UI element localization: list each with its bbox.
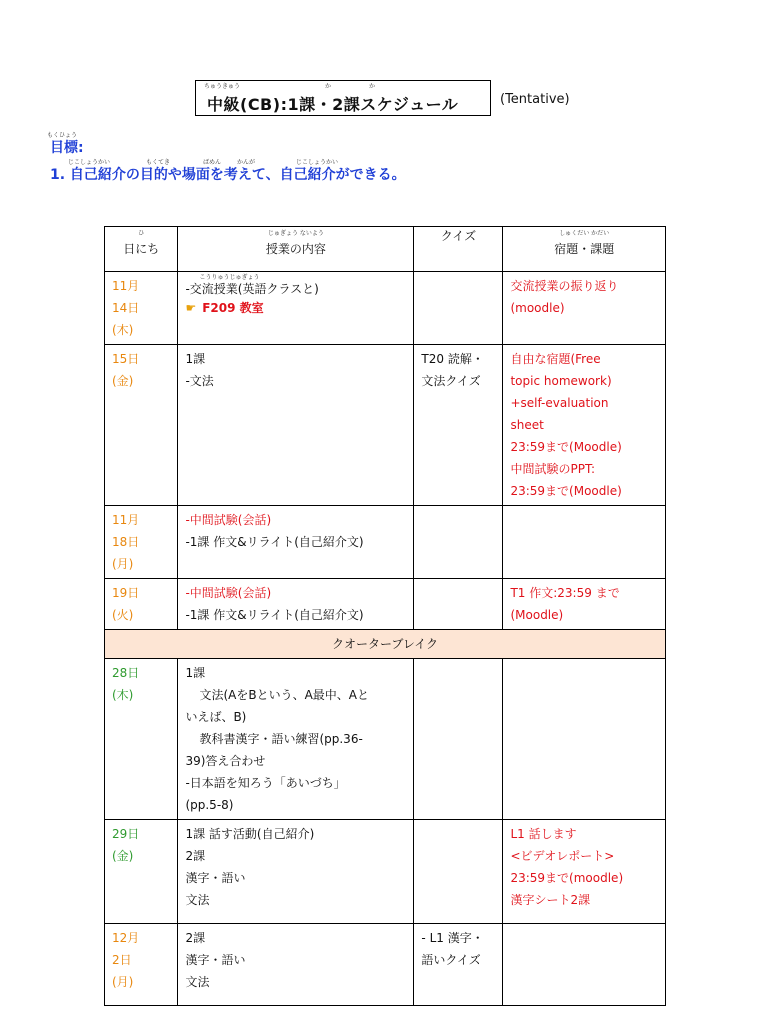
table-row bbox=[105, 345, 666, 506]
date-day: 28日 bbox=[112, 666, 140, 680]
quiz-line: 語いクイズ bbox=[421, 953, 481, 967]
exam-line: -中間試験(会話) bbox=[185, 513, 272, 527]
quiz-cell bbox=[414, 345, 503, 506]
room-line bbox=[185, 297, 406, 319]
header-content-label: 授業の内容 bbox=[265, 242, 326, 256]
homework-line: L1 話します bbox=[510, 827, 577, 841]
break-cell: クオーターブレイク bbox=[105, 630, 666, 659]
date-month: 12月 bbox=[112, 931, 140, 945]
content-cell bbox=[178, 272, 414, 345]
date-cell bbox=[105, 506, 178, 579]
content-line: 39)答え合わせ bbox=[185, 754, 266, 768]
content-line: 文法 bbox=[185, 975, 210, 989]
header-quiz bbox=[414, 227, 503, 272]
content-cell bbox=[178, 506, 414, 579]
quiz-line: 文法クイズ bbox=[421, 374, 481, 388]
homework-cell bbox=[503, 924, 666, 1006]
homework-line: sheet bbox=[510, 418, 544, 432]
content-cell bbox=[178, 924, 414, 1006]
title-ruby-3: か bbox=[369, 83, 376, 90]
table-row bbox=[105, 820, 666, 924]
homework-cell bbox=[503, 659, 666, 820]
header-quiz-label: クイズ bbox=[440, 229, 477, 243]
content-line: -文法 bbox=[185, 374, 214, 388]
quiz-cell bbox=[414, 506, 503, 579]
date-weekday: (金) bbox=[112, 849, 134, 863]
room-label: F209 教室 bbox=[202, 301, 264, 315]
homework-line: 23:59まで(Moodle) bbox=[510, 440, 622, 454]
homework-line: 交流授業の振り返り bbox=[510, 279, 619, 293]
table-row bbox=[105, 506, 666, 579]
date-day: 19日 bbox=[112, 586, 140, 600]
page-title: 中級(CB):1課・2課スケジュール bbox=[207, 95, 459, 114]
header-date-label: 日にち bbox=[123, 242, 160, 256]
quiz-cell bbox=[414, 659, 503, 820]
date-weekday: (月) bbox=[112, 975, 134, 989]
content-line: 1課 話す活動(自己紹介) bbox=[185, 827, 315, 841]
content-line: 漢字・語い bbox=[185, 871, 246, 885]
quiz-line: - L1 漢字・ bbox=[421, 931, 484, 945]
date-weekday: (金) bbox=[112, 374, 134, 388]
date-day: 2日 bbox=[112, 953, 132, 967]
header-content bbox=[178, 227, 414, 272]
homework-line: (moodle) bbox=[510, 301, 565, 315]
goal-ruby-4: かんが bbox=[237, 159, 256, 166]
homework-line: <ビデオレポート> bbox=[510, 849, 615, 863]
quiz-cell bbox=[414, 820, 503, 924]
content-line: 教科書漢字・語い練習(pp.36- bbox=[199, 732, 363, 746]
date-month: 11月 bbox=[112, 279, 140, 293]
table-row bbox=[105, 272, 666, 345]
break-row bbox=[105, 630, 666, 659]
date-cell bbox=[105, 659, 178, 820]
content-cell bbox=[178, 820, 414, 924]
goal-ruby-5: じこしょうかい bbox=[296, 159, 339, 166]
homework-line: +self-evaluation bbox=[510, 396, 609, 410]
pointing-hand-icon: ☛ bbox=[185, 301, 197, 315]
quiz-cell bbox=[414, 272, 503, 345]
content-line: 漢字・語い bbox=[185, 953, 246, 967]
content-line: 文法 bbox=[185, 893, 210, 907]
date-cell bbox=[105, 272, 178, 345]
content-line: いえば、B) bbox=[185, 710, 247, 724]
homework-line: (Moodle) bbox=[510, 608, 564, 622]
title-ruby-1: ちゅうきゅう bbox=[204, 83, 241, 90]
date-day: 15日 bbox=[112, 352, 140, 366]
tentative-note: (Tentative) bbox=[500, 92, 570, 107]
date-weekday: (月) bbox=[112, 557, 134, 571]
homework-cell bbox=[503, 579, 666, 630]
date-weekday: (木) bbox=[112, 323, 134, 337]
date-weekday: (木) bbox=[112, 688, 134, 702]
goal-label-ruby: もくひょう bbox=[47, 132, 78, 139]
date-month: 11月 bbox=[112, 513, 140, 527]
table-row bbox=[105, 924, 666, 1006]
quiz-line: T20 読解・ bbox=[421, 352, 484, 366]
content-line: -交流授業(英語クラスと) bbox=[185, 282, 319, 296]
content-line: -1課 作文&リライト(自己紹介文) bbox=[185, 608, 364, 622]
content-line: -日本語を知ろう「あいづち」 bbox=[185, 776, 346, 790]
header-homework bbox=[503, 227, 666, 272]
exam-line: -中間試験(会話) bbox=[185, 586, 272, 600]
table-row bbox=[105, 659, 666, 820]
content-cell bbox=[178, 659, 414, 820]
goal-label: 目標: bbox=[50, 140, 84, 156]
date-cell bbox=[105, 579, 178, 630]
content-line: 2課 bbox=[185, 849, 206, 863]
goal-ruby-3: ばめん bbox=[203, 159, 222, 166]
homework-cell bbox=[503, 345, 666, 506]
goal-ruby-2: もくてき bbox=[146, 159, 171, 166]
homework-cell bbox=[503, 820, 666, 924]
date-cell bbox=[105, 345, 178, 506]
homework-line: 自由な宿題(Free bbox=[510, 352, 601, 366]
content-line: 2課 bbox=[185, 931, 206, 945]
content-line: 文法(AをBという、A最中、Aと bbox=[199, 688, 369, 702]
homework-cell bbox=[503, 272, 666, 345]
quiz-cell bbox=[414, 579, 503, 630]
date-day: 29日 bbox=[112, 827, 140, 841]
content-line: 1課 bbox=[185, 352, 206, 366]
content-cell bbox=[178, 579, 414, 630]
homework-line: 漢字シート2課 bbox=[510, 893, 591, 907]
title-box bbox=[195, 80, 491, 116]
schedule-table bbox=[104, 226, 666, 1006]
table-row bbox=[105, 579, 666, 630]
content-cell bbox=[178, 345, 414, 506]
homework-cell bbox=[503, 506, 666, 579]
header-row bbox=[105, 227, 666, 272]
content-line: 1課 bbox=[185, 666, 206, 680]
homework-line: topic homework) bbox=[510, 374, 612, 388]
content-ruby: こうりゅうじゅぎょう bbox=[199, 274, 260, 281]
content-line: (pp.5-8) bbox=[185, 798, 234, 812]
homework-line: 23:59まで(moodle) bbox=[510, 871, 624, 885]
header-homework-ruby: しゅくだい かだい bbox=[559, 230, 610, 237]
header-homework-label: 宿題・課題 bbox=[554, 242, 615, 256]
quiz-cell bbox=[414, 924, 503, 1006]
date-day: 14日 bbox=[112, 301, 140, 315]
header-date-ruby: ひ bbox=[138, 230, 145, 237]
date-day: 18日 bbox=[112, 535, 140, 549]
header-content-ruby: じゅぎょう ないよう bbox=[267, 230, 324, 237]
goal-ruby-1: じこしょうかい bbox=[68, 159, 111, 166]
content-line: -1課 作文&リライト(自己紹介文) bbox=[185, 535, 364, 549]
homework-line: 23:59まで(Moodle) bbox=[510, 484, 622, 498]
date-cell bbox=[105, 924, 178, 1006]
homework-line: 中間試験のPPT: bbox=[510, 462, 595, 476]
title-ruby-2: か bbox=[325, 83, 332, 90]
goal-item: 1. 自己紹介の目的や場面を考えて、自己紹介ができる。 bbox=[50, 167, 406, 183]
header-date bbox=[105, 227, 178, 272]
date-cell bbox=[105, 820, 178, 924]
homework-line: T1 作文:23:59 まで bbox=[510, 586, 620, 600]
date-weekday: (火) bbox=[112, 608, 134, 622]
